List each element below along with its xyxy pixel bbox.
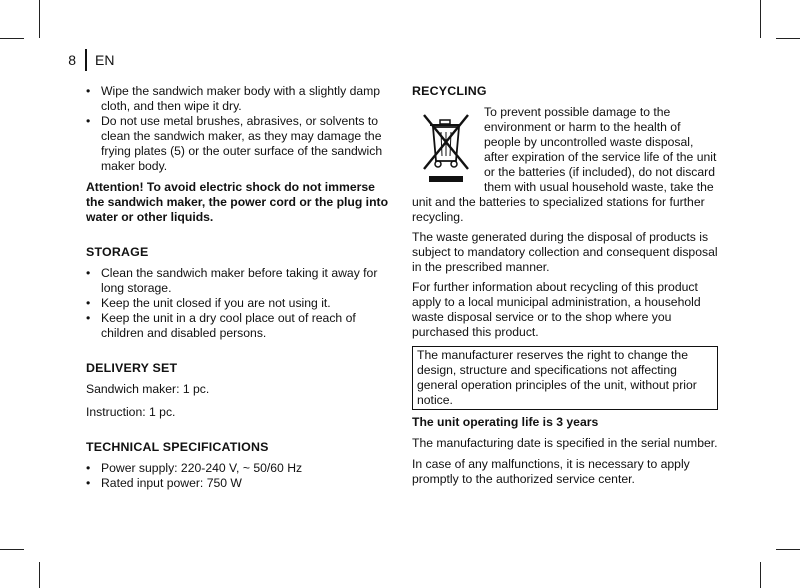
page-number: 8 — [68, 51, 76, 68]
crossed-out-wheelie-bin-icon — [416, 109, 476, 187]
specs-list — [86, 461, 391, 491]
crop-mark — [776, 38, 800, 39]
crop-mark — [39, 0, 40, 38]
storage-heading: STORAGE — [86, 245, 149, 259]
delivery-heading: DELIVERY SET — [86, 361, 178, 375]
list-item: • Keep the unit closed if you are not using it. — [86, 296, 391, 311]
crop-mark — [760, 562, 761, 588]
crop-mark — [760, 0, 761, 38]
header-divider — [85, 49, 87, 71]
recycling-section — [412, 105, 718, 230]
malfunctions-note: In case of any malfunctions, it is necessary to apply promptly to the authorized service center. — [412, 457, 690, 486]
manufacturer-notice-box — [412, 346, 718, 410]
language-label: EN — [95, 51, 115, 68]
delivery-item: Instruction: 1 pc. — [86, 405, 176, 419]
recycling-paragraph: For further information about recycling of this product apply to a local municipal administration, a household waste disposal service or to the shop where you purchased this product. — [412, 280, 701, 339]
right-column — [412, 84, 718, 492]
list-item: • Power supply: 220-240 V, ~ 50/60 Hz — [86, 461, 391, 476]
crop-mark — [39, 562, 40, 588]
delivery-item: Sandwich maker: 1 pc. — [86, 382, 210, 396]
list-item: • Wipe the sandwich maker body with a slightly damp cloth, and then wipe it dry. — [86, 84, 391, 114]
recycling-paragraph: The waste generated during the disposal of products is subject to mandatory collection and consequent disposal in the prescribed manner. — [412, 230, 718, 274]
recycling-paragraph: To prevent possible damage to the environment or harm to the health of people by uncontrolled waste disposal, after expiration of the service life of the unit or the batteries (if included), do not discard them with usual household waste, take the unit and the batteries to specialized stations for further recycling. — [412, 105, 717, 224]
page-header — [62, 50, 114, 70]
list-item: • Rated input power: 750 W — [86, 476, 391, 491]
attention-warning: Attention! To avoid electric shock do not immerse the sandwich maker, the power cord or the plug into water or other liquids. — [86, 180, 389, 224]
left-column — [86, 84, 391, 491]
list-item: • Keep the unit in a dry cool place out of reach of children and disabled persons. — [86, 311, 391, 341]
crop-mark — [0, 549, 24, 550]
manufacturer-notice: The manufacturer reserves the right to change the design, structure and specifications not affecting general operation principles of the unit, without prior notice. — [417, 348, 697, 407]
crop-mark — [0, 38, 24, 39]
cleaning-list — [86, 84, 391, 174]
specs-heading: TECHNICAL SPECIFICATIONS — [86, 440, 269, 454]
list-item: • Do not use metal brushes, abrasives, or solvents to clean the sandwich maker, as they may damage the frying plates (5) or the outer surface of the sandwich maker body. — [86, 114, 391, 174]
storage-list — [86, 266, 391, 341]
operating-life: The unit operating life is 3 years — [412, 415, 599, 429]
manufacturing-date: The manufacturing date is specified in the serial number. — [412, 436, 718, 450]
list-item: • Clean the sandwich maker before taking it away for long storage. — [86, 266, 391, 296]
crop-mark — [776, 549, 800, 550]
recycling-heading: RECYCLING — [412, 84, 487, 98]
